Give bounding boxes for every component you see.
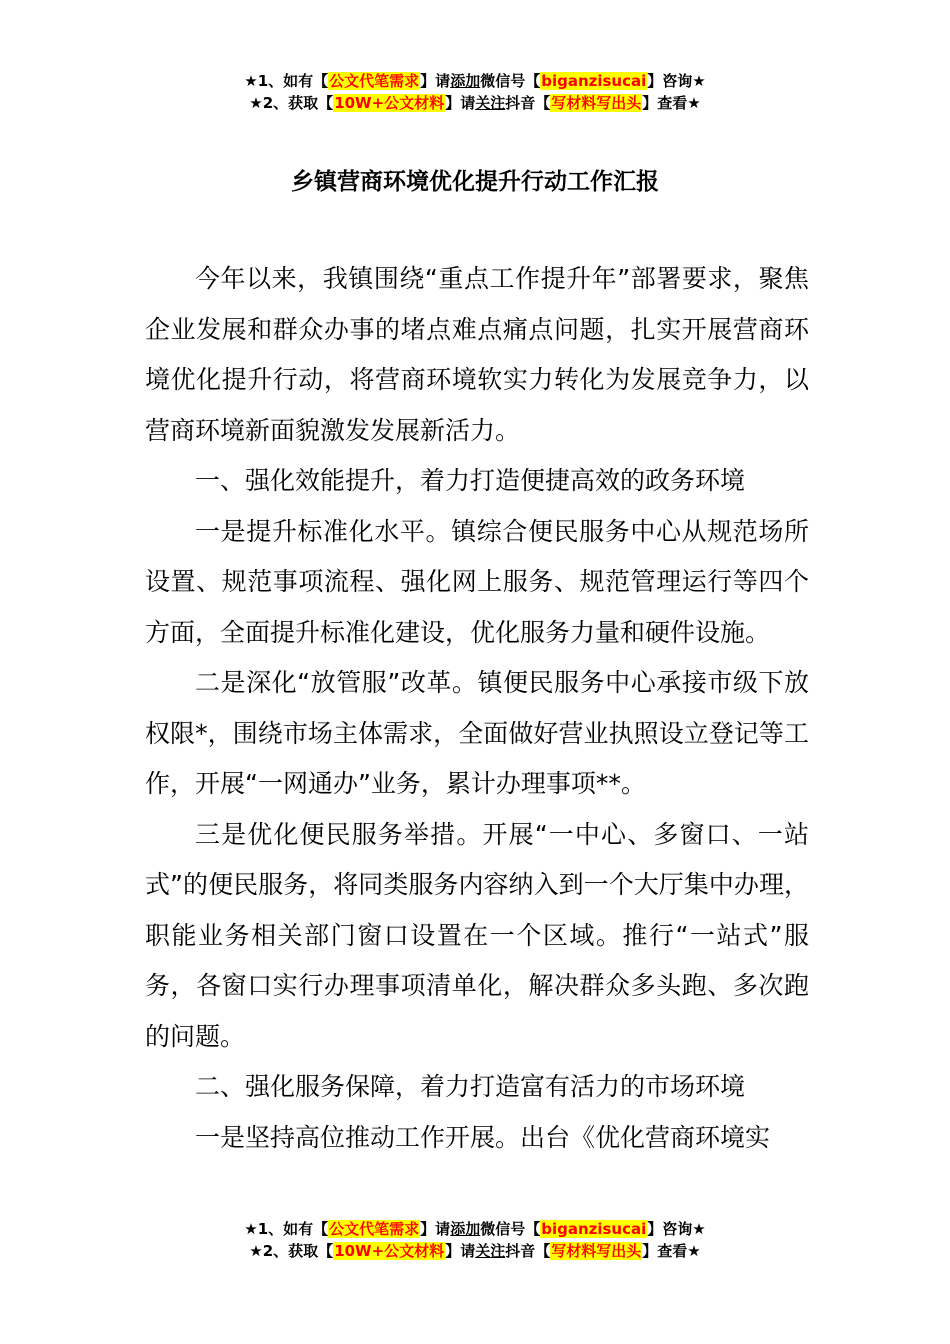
promo-wechat-id: biganzisucai [541,1220,647,1238]
paragraph: 一是提升标准化水平。镇综合便民服务中心从规范场所设置、规范事项流程、强化网上服务、规范管理运行等四个方面，全面提升标准化建设，优化服务力量和硬件设施。 [145,516,809,647]
promo-text: ★2、获取【 [249,94,334,112]
promo-text: ★1、如有【 [244,72,329,90]
promo-wechat-id: biganzisucai [541,72,647,90]
paragraph: 三是优化便民服务举措。开展“一中心、多窗口、一站式”的便民服务，将同类服务内容纳入到一个大厅集中办理，职能业务相关部门窗口设置在一个区域。推行“一站式”服务，各窗口实行办理事项清单化，解决群众多头跑、多次跑的问题。 [145,819,809,1051]
promo-underlined: 关注 [475,94,506,112]
promo-text: 】请 [445,1242,476,1260]
paragraph: 二是深化“放管服”改革。镇便民服务中心承接市级下放权限*，围绕市场主体需求，全面做好营业执照设立登记等工作，开展“一网通办”业务，累计办理事项**。 [145,668,809,798]
promo-text: 微信号【 [480,1220,541,1238]
promo-underlined: 关注 [475,1242,506,1260]
promo-text: 】查看★ [642,94,701,112]
promo-text: 】请 [445,94,476,112]
promo-text: 抖音【 [505,1242,551,1260]
promo-underlined: 添加 [450,72,481,90]
promo-text: 】请 [420,72,451,90]
promo-douyin-account: 写材料写出头 [551,94,642,112]
bottom-promo-banner [0,1218,950,1262]
section-heading-2: 二、强化服务保障，着力打造富有活力的市场环境 [195,1072,746,1101]
promo-text: 】咨询★ [647,1220,706,1238]
promo-text: 】咨询★ [647,72,706,90]
promo-text: ★1、如有【 [244,1220,329,1238]
promo-highlight: 10W+公文材料 [334,1242,445,1260]
promo-underlined: 添加 [450,1220,481,1238]
promo-text: ★2、获取【 [249,1242,334,1260]
promo-highlight: 10W+公文材料 [334,94,445,112]
promo-line-2 [0,1240,950,1262]
promo-highlight: 公文代笔需求 [329,1220,420,1238]
promo-text: 】请 [420,1220,451,1238]
section-heading-1: 一、强化效能提升，着力打造便捷高效的政务环境 [195,466,746,495]
promo-douyin-account: 写材料写出头 [551,1242,642,1260]
document-body [145,254,809,1163]
promo-line-1 [0,1218,950,1240]
promo-highlight: 公文代笔需求 [329,72,420,90]
document-title: 乡镇营商环境优化提升行动工作汇报 [291,169,659,195]
paragraph: 一是坚持高位推动工作开展。出台《优化营商环境实 [195,1122,771,1152]
promo-line-1 [0,70,950,92]
promo-text: 抖音【 [505,94,551,112]
promo-text: 】查看★ [642,1242,701,1260]
promo-line-2 [0,92,950,114]
top-promo-banner [0,70,950,114]
promo-text: 微信号【 [480,72,541,90]
paragraph-intro: 今年以来，我镇围绕“重点工作提升年”部署要求，聚焦企业发展和群众办事的堵点难点痛点问题，扎实开展营商环境优化提升行动，将营商环境软实力转化为发展竞争力，以营商环境新面貌激发发展新活力。 [145,264,809,445]
